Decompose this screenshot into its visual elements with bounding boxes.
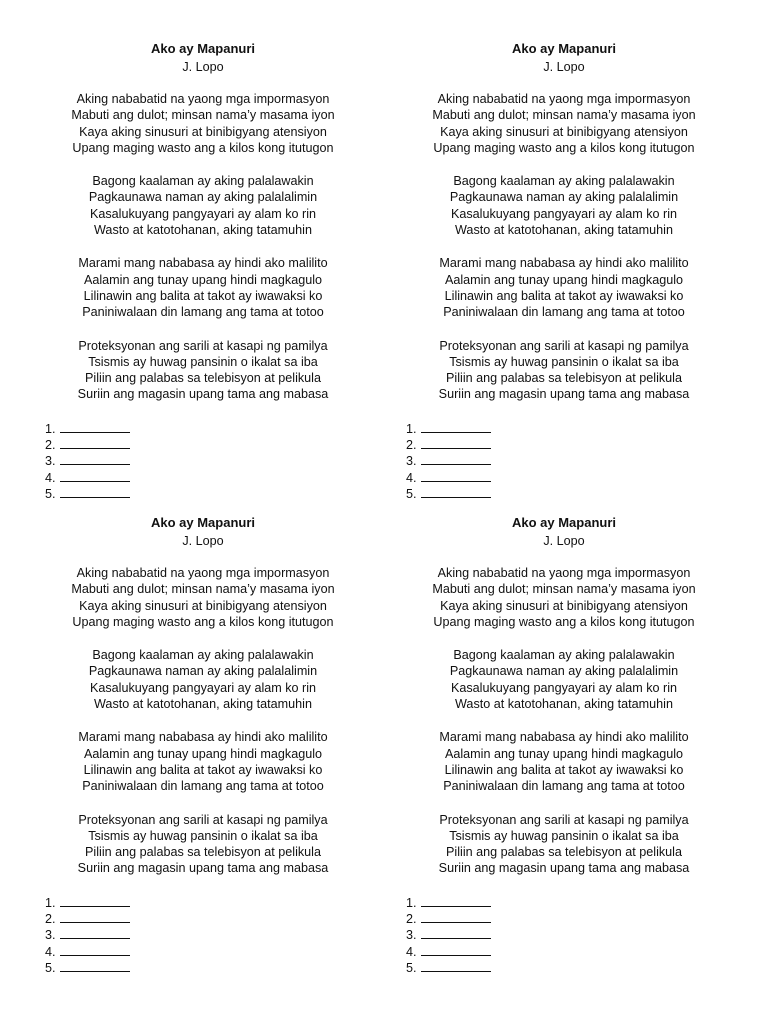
answer-number: 2. [45, 912, 56, 927]
poem-author: J. Lopo [543, 60, 585, 74]
answer-row [406, 911, 491, 927]
poem-author: J. Lopo [182, 60, 224, 74]
poem-line: Aking nababatid na yaong mga impormasyon [76, 566, 330, 580]
poem-line: Wasto at katotohanan, aking tatamuhin [455, 223, 673, 238]
answer-number: 4. [45, 944, 56, 959]
answer-blank-line [421, 486, 491, 498]
answer-row [45, 453, 130, 469]
poem-line: Marami mang nababasa ay hindi ako malilito [439, 256, 689, 271]
poem-line: Suriin ang magasin upang tama ang mabasa [438, 861, 690, 876]
answer-row [45, 421, 130, 437]
answer-number: 4. [406, 470, 417, 485]
answer-row [45, 944, 130, 960]
poem-line: Piliin ang palabas sa telebisyon at pelikula [446, 845, 682, 860]
poem-line: Bagong kaalaman ay aking palalawakin [453, 174, 675, 189]
answer-row [406, 470, 491, 486]
answer-blank-line [421, 944, 491, 956]
answer-row [406, 944, 491, 960]
poem-line: Lilinawin ang balita at takot ay iwawaksi ko [83, 288, 323, 303]
answer-blank-line [421, 453, 491, 465]
poem-line: Piliin ang palabas sa telebisyon at pelikula [85, 371, 321, 386]
answer-row [406, 421, 491, 437]
poem-line: Bagong kaalaman ay aking palalawakin [92, 648, 314, 663]
poem-line: Piliin ang palabas sa telebisyon at pelikula [85, 845, 321, 860]
poem-author: J. Lopo [182, 534, 224, 548]
stanza [361, 255, 767, 320]
poem-line: Suriin ang magasin upang tama ang mabasa [438, 387, 690, 402]
answer-number: 5. [45, 486, 56, 501]
poem-line: Pagkaunawa naman ay aking palalalimin [449, 664, 679, 679]
poem-title: Ako ay Mapanuri [511, 515, 617, 530]
answer-blank-line [421, 911, 491, 923]
poem-line: Wasto at katotohanan, aking tatamuhin [455, 697, 673, 712]
poem-line: Suriin ang magasin upang tama ang mabasa [77, 861, 329, 876]
answer-number: 3. [45, 454, 56, 469]
poem-line: Wasto at katotohanan, aking tatamuhin [94, 697, 312, 712]
answer-blank-line [60, 944, 130, 956]
stanza [0, 255, 406, 320]
answer-number: 4. [45, 470, 56, 485]
poem-line: Pagkaunawa naman ay aking palalalimin [449, 190, 679, 205]
answer-row [406, 960, 491, 976]
answer-number: 2. [406, 912, 417, 927]
answer-number: 4. [406, 944, 417, 959]
answer-row [45, 486, 130, 502]
answer-blank-line [421, 895, 491, 907]
poem-line: Aking nababatid na yaong mga impormasyon [437, 566, 691, 580]
answer-number: 1. [45, 422, 56, 436]
poem-line: Pagkaunawa naman ay aking palalalimin [88, 190, 318, 205]
poem-copy-4 [361, 514, 745, 988]
poem-line: Upang maging wasto ang a kilos kong itutugon [72, 140, 334, 155]
poem-line: Bagong kaalaman ay aking palalawakin [92, 174, 314, 189]
answer-blank-line [421, 470, 491, 482]
answer-number: 5. [406, 960, 417, 975]
stanza [361, 338, 767, 403]
stanza [0, 565, 406, 630]
answer-number: 3. [45, 928, 56, 943]
poem-line: Aking nababatid na yaong mga impormasyon [76, 92, 330, 106]
stanza [361, 565, 767, 630]
poem-line: Proteksyonan ang sarili at kasapi ng pamilya [78, 338, 328, 353]
answer-blank-line [421, 960, 491, 972]
poem-line: Mabuti ang dulot; minsan nama’y masama iyon [432, 582, 696, 597]
poem-line: Mabuti ang dulot; minsan nama’y masama iyon [71, 582, 335, 597]
poem-line: Paniniwalaan din lamang ang tama at totoo [443, 305, 685, 320]
poem-title: Ako ay Mapanuri [511, 41, 617, 56]
answer-row [45, 927, 130, 943]
stanza [0, 729, 406, 794]
answer-number: 2. [406, 438, 417, 453]
answer-blank-line [60, 453, 130, 465]
answer-blank-line [60, 960, 130, 972]
poem-line: Proteksyonan ang sarili at kasapi ng pamilya [439, 338, 689, 353]
stanza [361, 812, 767, 877]
answer-number: 1. [406, 422, 417, 436]
poem-line: Lilinawin ang balita at takot ay iwawaksi ko [444, 762, 684, 777]
answer-number: 3. [406, 454, 417, 469]
answer-blank-line [421, 421, 491, 433]
answer-number: 3. [406, 928, 417, 943]
answer-blank-line [60, 486, 130, 498]
answer-blank-line [421, 927, 491, 939]
stanza [0, 338, 406, 403]
poem [0, 40, 406, 403]
stanza [361, 647, 767, 712]
poem-line: Bagong kaalaman ay aking palalawakin [453, 648, 675, 663]
stanza [0, 647, 406, 712]
answer-row [406, 453, 491, 469]
poem-copy-2 [361, 40, 745, 514]
poem-line: Kaya aking sinusuri at binibigyang atensiyon [440, 124, 688, 139]
answer-number: 1. [406, 896, 417, 910]
poem-line: Wasto at katotohanan, aking tatamuhin [94, 223, 312, 238]
poem-line: Lilinawin ang balita at takot ay iwawaksi ko [83, 762, 323, 777]
answer-row [45, 437, 130, 453]
stanza [361, 91, 767, 156]
poem-line: Kasalukuyang pangyayari ay alam ko rin [450, 206, 678, 221]
poem-line: Aalamin ang tunay upang hindi magkagulo [444, 272, 684, 287]
answer-blanks [406, 895, 491, 976]
answer-blank-line [60, 927, 130, 939]
poem [0, 514, 406, 877]
answer-row [406, 927, 491, 943]
answer-row [406, 486, 491, 502]
answer-row [45, 895, 130, 911]
poem-line: Marami mang nababasa ay hindi ako malilito [78, 256, 328, 271]
poem-line: Mabuti ang dulot; minsan nama’y masama iyon [432, 108, 696, 123]
answer-row [45, 960, 130, 976]
poem-line: Aking nababatid na yaong mga impormasyon [437, 92, 691, 106]
poem [361, 514, 767, 877]
poem-line: Upang maging wasto ang a kilos kong itutugon [433, 140, 695, 155]
answer-blanks [45, 421, 130, 502]
poem-line: Kasalukuyang pangyayari ay alam ko rin [450, 680, 678, 695]
poem-line: Upang maging wasto ang a kilos kong itutugon [433, 614, 695, 629]
answer-row [45, 911, 130, 927]
poem-line: Marami mang nababasa ay hindi ako malilito [78, 730, 328, 745]
poem-line: Suriin ang magasin upang tama ang mabasa [77, 387, 329, 402]
poem-line: Kasalukuyang pangyayari ay alam ko rin [89, 680, 317, 695]
answer-blank-line [421, 437, 491, 449]
poem-line: Paniniwalaan din lamang ang tama at totoo [82, 305, 324, 320]
poem-line: Kaya aking sinusuri at binibigyang atensiyon [79, 124, 327, 139]
poem-line: Paniniwalaan din lamang ang tama at totoo [82, 779, 324, 794]
poem-line: Aalamin ang tunay upang hindi magkagulo [83, 746, 323, 761]
poem-line: Mabuti ang dulot; minsan nama’y masama iyon [71, 108, 335, 123]
poem-line: Tsismis ay huwag pansinin o ikalat sa iba [88, 354, 318, 369]
poem-line: Kasalukuyang pangyayari ay alam ko rin [89, 206, 317, 221]
answer-blanks [45, 895, 130, 976]
poem-line: Marami mang nababasa ay hindi ako malilito [439, 730, 689, 745]
poem-title: Ako ay Mapanuri [150, 515, 256, 530]
poem-line: Kaya aking sinusuri at binibigyang atensiyon [440, 598, 688, 613]
answer-blank-line [60, 911, 130, 923]
poem-line: Lilinawin ang balita at takot ay iwawaksi ko [444, 288, 684, 303]
stanza [0, 91, 406, 156]
poem-copy-1 [0, 40, 384, 514]
poem-title: Ako ay Mapanuri [150, 41, 256, 56]
answer-row [406, 895, 491, 911]
answer-number: 5. [45, 960, 56, 975]
poem-line: Proteksyonan ang sarili at kasapi ng pamilya [439, 812, 689, 827]
poem-copy-3 [0, 514, 384, 988]
answer-blank-line [60, 437, 130, 449]
answer-blank-line [60, 470, 130, 482]
stanza [0, 173, 406, 238]
answer-blank-line [60, 421, 130, 433]
poem-line: Tsismis ay huwag pansinin o ikalat sa iba [449, 828, 679, 843]
poem-line: Aalamin ang tunay upang hindi magkagulo [444, 746, 684, 761]
answer-number: 5. [406, 486, 417, 501]
answer-blank-line [60, 895, 130, 907]
poem-line: Paniniwalaan din lamang ang tama at totoo [443, 779, 685, 794]
answer-blanks [406, 421, 491, 502]
poem [361, 40, 767, 403]
poem-line: Tsismis ay huwag pansinin o ikalat sa iba [88, 828, 318, 843]
poem-author: J. Lopo [543, 534, 585, 548]
poem-line: Tsismis ay huwag pansinin o ikalat sa iba [449, 354, 679, 369]
stanza [361, 729, 767, 794]
poem-line: Piliin ang palabas sa telebisyon at pelikula [446, 371, 682, 386]
poem-line: Pagkaunawa naman ay aking palalalimin [88, 664, 318, 679]
stanza [0, 812, 406, 877]
answer-row [406, 437, 491, 453]
poem-line: Upang maging wasto ang a kilos kong itutugon [72, 614, 334, 629]
answer-number: 2. [45, 438, 56, 453]
stanza [361, 173, 767, 238]
poem-line: Aalamin ang tunay upang hindi magkagulo [83, 272, 323, 287]
poem-line: Kaya aking sinusuri at binibigyang atensiyon [79, 598, 327, 613]
answer-row [45, 470, 130, 486]
poem-line: Proteksyonan ang sarili at kasapi ng pamilya [78, 812, 328, 827]
answer-number: 1. [45, 896, 56, 910]
